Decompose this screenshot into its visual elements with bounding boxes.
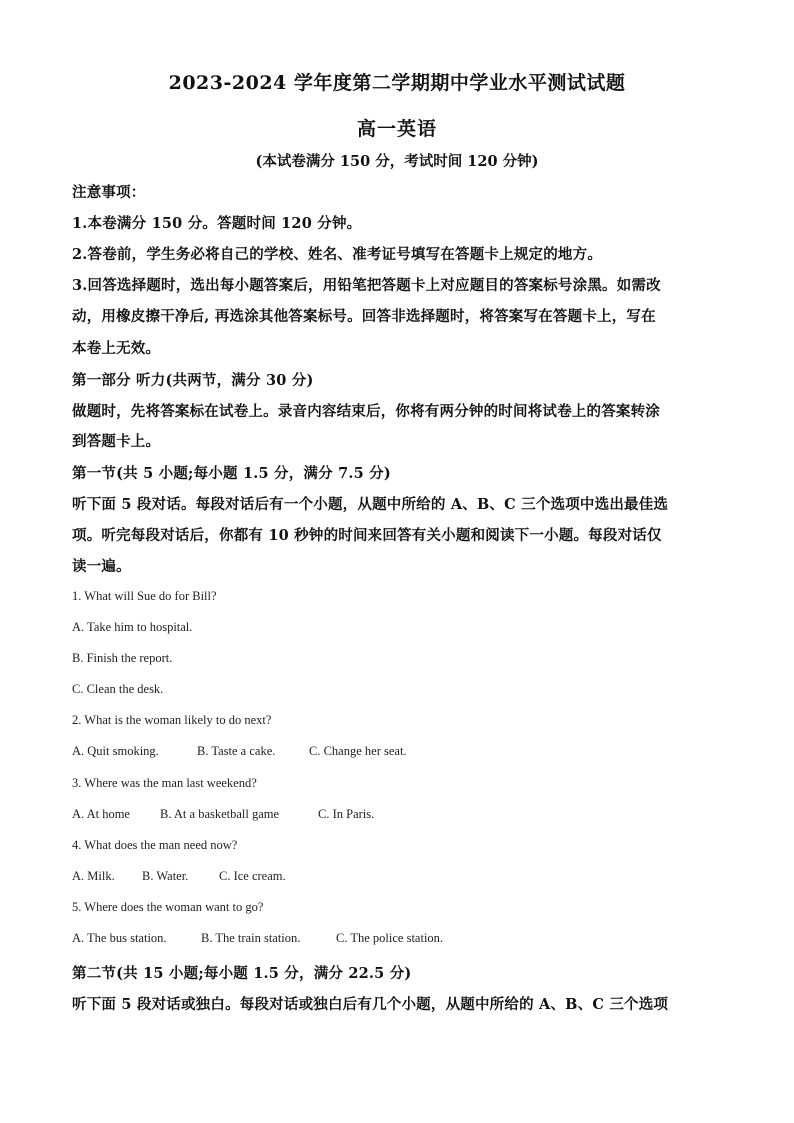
question-3-option-b: B. At a basketball game	[160, 807, 280, 821]
question-4-option-b: B. Water.	[142, 869, 189, 883]
section1-desc-line-3: 读一遍。	[72, 558, 131, 575]
instruction-item-2: 2.答卷前，学生务必将自己的学校、姓名、准考证号填写在答题卡上规定的地方。	[72, 246, 603, 263]
instructions-heading: 注意事项：	[72, 184, 146, 201]
question-1-option-b: B. Finish the report.	[72, 651, 173, 665]
question-4-option-a: A. Milk.	[72, 869, 115, 883]
instruction-item-1: 1.本卷满分 150 分。答题时间 120 分钟。	[72, 215, 362, 232]
section1-desc-line-2: 项。听完每段对话后，你都有 10 秒钟的时间来回答有关小题和阅读下一小题。每段对话仅	[72, 527, 662, 544]
question-5-stem: 5. Where does the woman want to go?	[72, 900, 264, 914]
section2-heading: 第二节(共 15 小题;每小题 1.5 分，满分 22.5 分)	[72, 965, 412, 982]
section1-desc-line-1: 听下面 5 段对话。每段对话后有一个小题，从题中所给的 A、B、C 三个选项中选出最佳选	[72, 496, 669, 513]
question-3-options	[72, 807, 722, 822]
question-1-option-a: A. Take him to hospital.	[72, 620, 193, 634]
question-2-option-b: B. Taste a cake.	[197, 744, 276, 758]
part1-heading: 第一部分 听力(共两节，满分 30 分)	[72, 372, 314, 389]
question-1-stem: 1. What will Sue do for Bill?	[72, 589, 217, 603]
question-5-options	[72, 931, 722, 946]
section2-desc-line-1: 听下面 5 段对话或独白。每段对话或独白后有几个小题，从题中所给的 A、B、C 三个选项	[72, 996, 669, 1013]
subject-title: 高一英语	[356, 118, 437, 140]
part1-desc-line-1: 做题时，先将答案标在试卷上。录音内容结束后，你将有两分钟的时间将试卷上的答案转涂	[72, 403, 660, 420]
question-2-option-c: C. Change her seat.	[309, 744, 407, 758]
score-note: (本试卷满分 150 分，考试时间 120 分钟)	[255, 153, 539, 170]
question-4-options	[72, 869, 722, 884]
instruction-item-3-line-1: 3.回答选择题时，选出每小题答案后，用铅笔把答题卡上对应题目的答案标号涂黑。如需改	[72, 277, 661, 294]
question-2-option-a: A. Quit smoking.	[72, 744, 159, 758]
question-4-stem: 4. What does the man need now?	[72, 838, 238, 852]
question-1-option-c: C. Clean the desk.	[72, 682, 164, 696]
question-3-stem: 3. Where was the man last weekend?	[72, 776, 257, 790]
question-4-option-c: C. Ice cream.	[219, 869, 286, 883]
part1-desc-line-2: 到答题卡上。	[72, 433, 161, 450]
question-5-option-a: A. The bus station.	[72, 931, 167, 945]
question-3-option-c: C. In Paris.	[318, 807, 375, 821]
question-5-option-b: B. The train station.	[201, 931, 301, 945]
question-2-options	[72, 744, 722, 759]
question-3-option-a: A. At home	[72, 807, 130, 821]
section1-heading: 第一节(共 5 小题;每小题 1.5 分，满分 7.5 分)	[72, 465, 391, 482]
instruction-item-3-line-2: 动，用橡皮擦干净后, 再选涂其他答案标号。回答非选择题时，将答案写在答题卡上，写在	[72, 308, 656, 325]
exam-title: 2023-2024 学年度第二学期期中学业水平测试试题	[168, 72, 626, 94]
question-5-option-c: C. The police station.	[336, 931, 444, 945]
question-2-stem: 2. What is the woman likely to do next?	[72, 713, 272, 727]
instruction-item-3-line-3: 本卷上无效。	[72, 340, 161, 357]
